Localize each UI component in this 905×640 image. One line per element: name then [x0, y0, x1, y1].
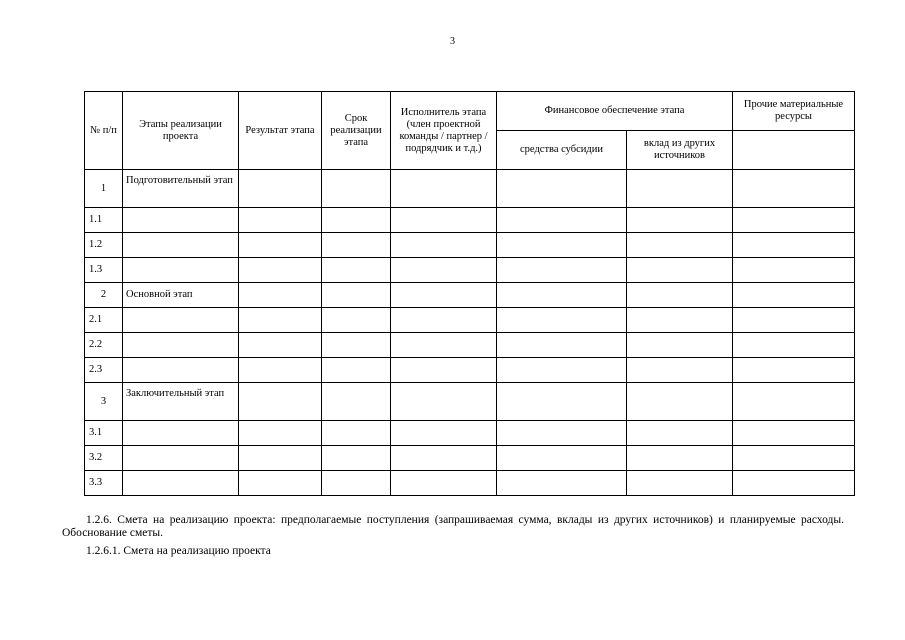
row-number: 2.2 — [85, 333, 123, 358]
empty-cell — [497, 421, 627, 446]
header-executor: Исполнитель этапа (член проектной команды / партнер / подрядчик и т.д.) — [391, 92, 497, 170]
row-number: 2.3 — [85, 358, 123, 383]
table-row — [85, 333, 855, 358]
empty-cell — [322, 308, 391, 333]
empty-cell — [239, 383, 322, 421]
estimate-paragraph: 1.2.6. Смета на реализацию проекта: предполагаемые поступления (запрашиваемая сумма, вклады из других источников) и планируемые расходы. Обоснование сметы. — [62, 514, 844, 539]
row-stage: Основной этап — [123, 283, 239, 308]
empty-cell — [391, 308, 497, 333]
empty-cell — [627, 308, 733, 333]
row-number: 3.2 — [85, 446, 123, 471]
table-row — [85, 471, 855, 496]
empty-cell — [733, 421, 855, 446]
empty-cell — [391, 170, 497, 208]
empty-cell — [497, 446, 627, 471]
empty-cell — [391, 333, 497, 358]
empty-cell — [322, 383, 391, 421]
table-row — [85, 258, 855, 283]
empty-cell — [627, 170, 733, 208]
empty-cell — [627, 358, 733, 383]
header-stages: Этапы реализации проекта — [123, 92, 239, 170]
row-stage — [123, 358, 239, 383]
empty-cell — [627, 421, 733, 446]
table-row — [85, 208, 855, 233]
empty-cell — [322, 208, 391, 233]
row-number: 3.3 — [85, 471, 123, 496]
row-stage — [123, 233, 239, 258]
empty-cell — [391, 258, 497, 283]
row-number: 3.1 — [85, 421, 123, 446]
empty-cell — [322, 446, 391, 471]
header-deadline: Срок реализации этапа — [322, 92, 391, 170]
empty-cell — [627, 208, 733, 233]
empty-cell — [322, 170, 391, 208]
empty-cell — [497, 333, 627, 358]
empty-cell — [733, 333, 855, 358]
empty-cell — [497, 283, 627, 308]
empty-cell — [239, 308, 322, 333]
table-row — [85, 308, 855, 333]
empty-cell — [627, 471, 733, 496]
row-number: 2.1 — [85, 308, 123, 333]
empty-cell — [627, 333, 733, 358]
empty-cell — [239, 258, 322, 283]
table-row — [85, 446, 855, 471]
empty-cell — [239, 333, 322, 358]
empty-cell — [733, 233, 855, 258]
row-stage: Подготовительный этап — [123, 170, 239, 208]
empty-cell — [627, 446, 733, 471]
empty-cell — [322, 233, 391, 258]
header-funding: Финансовое обеспечение этапа — [497, 92, 733, 131]
table-row — [85, 170, 855, 208]
empty-cell — [497, 208, 627, 233]
empty-cell — [239, 446, 322, 471]
empty-cell — [497, 258, 627, 283]
empty-cell — [733, 283, 855, 308]
row-stage — [123, 208, 239, 233]
empty-cell — [391, 358, 497, 383]
empty-cell — [322, 471, 391, 496]
empty-cell — [733, 170, 855, 208]
empty-cell — [497, 170, 627, 208]
empty-cell — [239, 233, 322, 258]
row-number: 1.3 — [85, 258, 123, 283]
empty-cell — [239, 283, 322, 308]
table-row — [85, 383, 855, 421]
empty-cell — [627, 233, 733, 258]
empty-cell — [733, 358, 855, 383]
empty-cell — [239, 358, 322, 383]
empty-cell — [497, 233, 627, 258]
estimate-subheading: 1.2.6.1. Смета на реализацию проекта — [86, 545, 271, 557]
table-row — [85, 233, 855, 258]
empty-cell — [391, 471, 497, 496]
table-row — [85, 283, 855, 308]
empty-cell — [322, 333, 391, 358]
empty-cell — [627, 283, 733, 308]
project-stages-table — [84, 91, 855, 496]
row-number: 2 — [85, 283, 123, 308]
row-stage — [123, 421, 239, 446]
empty-cell — [627, 383, 733, 421]
empty-cell — [322, 421, 391, 446]
table-row — [85, 421, 855, 446]
empty-cell — [733, 308, 855, 333]
empty-cell — [733, 258, 855, 283]
header-other-resources: Прочие материальные ресурсы — [733, 92, 855, 131]
header-result: Результат этапа — [239, 92, 322, 170]
row-stage — [123, 333, 239, 358]
empty-cell — [239, 170, 322, 208]
empty-cell — [733, 446, 855, 471]
header-empty-cell — [733, 131, 855, 170]
header-funding-other: вклад из других источников — [627, 131, 733, 170]
empty-cell — [497, 471, 627, 496]
empty-cell — [391, 446, 497, 471]
row-stage — [123, 308, 239, 333]
header-funding-subsidy: средства субсидии — [497, 131, 627, 170]
row-number: 1.2 — [85, 233, 123, 258]
empty-cell — [322, 358, 391, 383]
page-number: 3 — [450, 36, 455, 47]
row-stage — [123, 471, 239, 496]
header-num: № п/п — [85, 92, 123, 170]
row-number: 1 — [85, 170, 123, 208]
empty-cell — [497, 358, 627, 383]
table-row — [85, 358, 855, 383]
row-stage: Заключительный этап — [123, 383, 239, 421]
row-number: 3 — [85, 383, 123, 421]
empty-cell — [391, 283, 497, 308]
empty-cell — [322, 258, 391, 283]
empty-cell — [497, 383, 627, 421]
empty-cell — [497, 308, 627, 333]
row-stage — [123, 258, 239, 283]
empty-cell — [627, 258, 733, 283]
row-stage — [123, 446, 239, 471]
empty-cell — [391, 233, 497, 258]
empty-cell — [391, 383, 497, 421]
empty-cell — [733, 471, 855, 496]
empty-cell — [322, 283, 391, 308]
empty-cell — [239, 421, 322, 446]
table-body — [85, 170, 855, 496]
empty-cell — [391, 421, 497, 446]
empty-cell — [733, 208, 855, 233]
empty-cell — [733, 383, 855, 421]
empty-cell — [239, 208, 322, 233]
empty-cell — [239, 471, 322, 496]
row-number: 1.1 — [85, 208, 123, 233]
empty-cell — [391, 208, 497, 233]
